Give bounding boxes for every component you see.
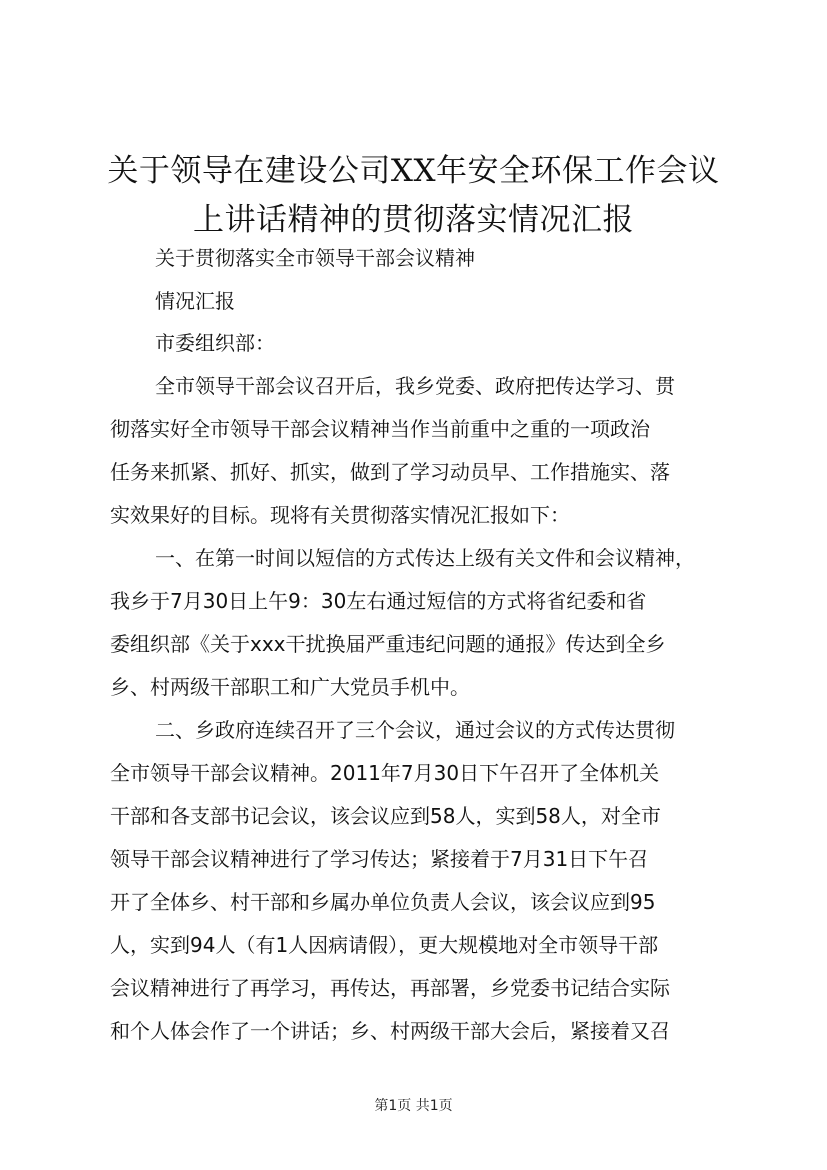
body-line: 任务来抓紧、抓好、抓实，做到了学习动员早、工作措施实、落 [110,460,670,484]
body-line: 人，实到94人（有1人因病请假），更大规模地对全市领导干部 [110,933,659,957]
body-line: 开了全体乡、村干部和乡属办单位负责人会议，该会议应到95 [110,890,656,914]
body-line: 一、在第一时间以短信的方式传达上级有关文件和会议精神， [155,546,695,570]
body-line: 彻落实好全市领导干部会议精神当作当前重中之重的一项政治 [110,417,650,441]
document-title-line-1: 关于领导在建设公司XX年安全环保工作会议 [107,153,720,189]
body-line: 实效果好的目标。现将有关贯彻落实情况汇报如下： [110,503,570,527]
body-line: 二、乡政府连续召开了三个会议，通过会议的方式传达贯彻 [155,718,675,742]
body-line: 我乡于7月30日上午9：30左右通过短信的方式将省纪委和省 [110,589,647,613]
body-line: 全市领导干部会议精神。2011年7月30日下午召开了全体机关 [110,761,660,785]
body-line: 市委组织部： [155,331,275,355]
body-line: 全市领导干部会议召开后，我乡党委、政府把传达学习、贯 [155,374,675,398]
body-line: 会议精神进行了再学习，再传达，再部署，乡党委书记结合实际 [110,976,670,1000]
document-title-line-2: 上讲话精神的贯彻落实情况汇报 [193,202,634,238]
body-line: 关于贯彻落实全市领导干部会议精神 [155,246,475,270]
body-line: 干部和各支部书记会议，该会议应到58人，实到58人，对全市 [110,804,661,828]
page-footer: 第1页 共1页 [374,1098,453,1114]
body-line: 和个人体会作了一个讲话；乡、村两级干部大会后，紧接着又召 [110,1019,670,1043]
body-line: 领导干部会议精神进行了学习传达；紧接着于7月31日下午召 [110,847,649,871]
body-line: 委组织部《关于xxx干扰换届严重违纪问题的通报》传达到全乡 [110,632,666,656]
body-line: 情况汇报 [155,289,235,313]
body-line: 乡、村两级干部职工和广大党员手机中。 [110,675,470,699]
